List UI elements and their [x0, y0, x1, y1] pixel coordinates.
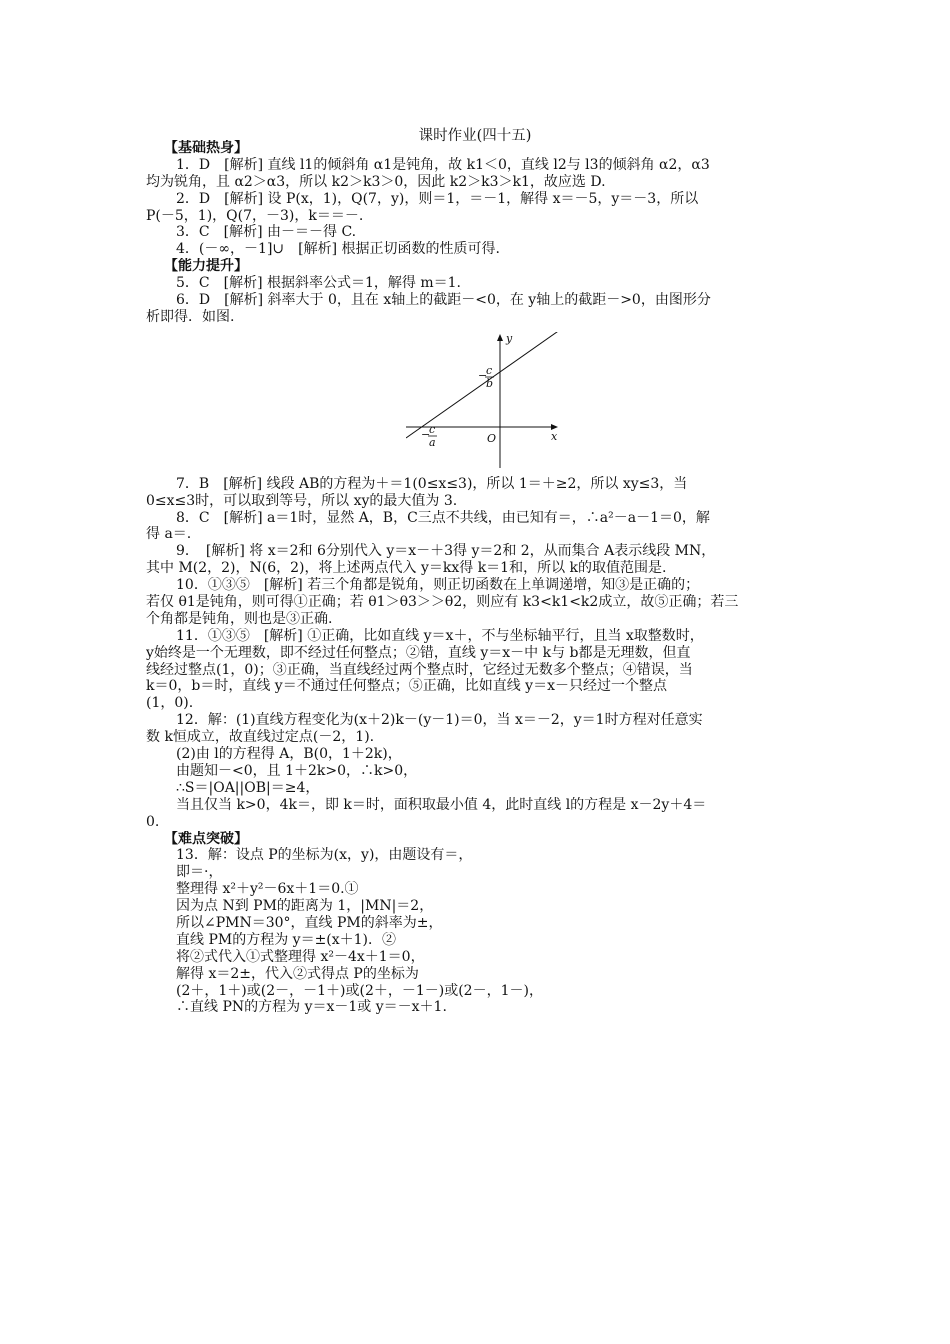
- y-intercept-sign: −: [478, 368, 488, 382]
- text-line: 个角都是钝角，则也是③正确.: [146, 610, 333, 627]
- text-line: 7．B [解析] 线段 AB的方程为＋＝1(0≤x≤3)，所以 1＝＋≥2，所以 xy≤3，当: [176, 475, 688, 492]
- text-line: 13．解：设点 P的坐标为(x，y)，由题设有＝，: [176, 847, 473, 864]
- y-axis-label: y: [506, 331, 513, 345]
- section-heading: 【能力提升】: [164, 258, 248, 275]
- text-line: 若仅 θ1是钝角，则可得①正确；若 θ1＞θ3＞＞θ2，则应有 k3<k1<k2成立，故⑤正确；若三: [146, 594, 739, 611]
- text-line: 4．(－∞，－1]∪ [解析] 根据正切函数的性质可得.: [176, 241, 500, 258]
- section-heading: 【难点突破】: [164, 830, 248, 847]
- text-line: 2．D [解析] 设 P(x，1)，Q(7，y)，则＝1，＝－1，解得 x＝－5，y＝－3，所以: [176, 190, 699, 207]
- text-line: 1．D [解析] 直线 l1的倾斜角 α1是钝角，故 k1＜0，直线 l2与 l3的倾斜角 α2，α3: [176, 156, 710, 173]
- text-line: (2＋，1＋)或(2－，－1＋)或(2＋，－1－)或(2－，1－)，: [176, 982, 543, 999]
- section-heading: 【基础热身】: [164, 140, 248, 156]
- x-intercept-numerator: c: [429, 422, 436, 436]
- text-line: 数 k恒成立，故直线过定点(－2，1).: [146, 729, 375, 746]
- text-line: 8．C [解析] a＝1时，显然 A，B，C三点不共线，由已知有＝，∴a²－a－1＝0，解: [176, 509, 710, 526]
- text-line: 将②式代入①式整理得 x²－4x＋1＝0，: [176, 948, 425, 965]
- text-line: 均为锐角，且 α2＞α3，所以 k2＞k3＞0，因此 k2＞k3＞k1，故应选 D.: [146, 173, 606, 190]
- text-line: 6．D [解析] 斜率大于 0，且在 x轴上的截距－<0，在 y轴上的截距－>0，由图形分: [176, 292, 711, 309]
- text-line: (1，0).: [146, 695, 194, 712]
- text-line: ∴直线 PN的方程为 y＝x－1或 y＝－x＋1.: [176, 999, 447, 1016]
- text-line: (2)由 l的方程得 A，B(0，1＋2k)，: [176, 746, 402, 763]
- text-line: 10．①③⑤ [解析] 若三个角都是锐角，则正切函数在上单调递增，知③是正确的；: [176, 577, 700, 594]
- text-line: 11．①③⑤ [解析] ①正确，比如直线 y＝x＋，不与坐标轴平行，且当 x取整数时，: [176, 627, 704, 644]
- text-line: 解得 x＝2±，代入②式得点 P的坐标为: [176, 965, 419, 982]
- page-title: 课时作业(四十五): [418, 128, 532, 144]
- coordinate-diagram: [406, 332, 586, 470]
- line-graph-figure: [146, 332, 810, 472]
- text-line: y始终是一个无理数，即不经过任何整点；②错，直线 y＝x－中 k与 b都是无理数，但直: [146, 644, 691, 661]
- text-line: 析即得．如图.: [146, 308, 235, 325]
- text-line: 其中 M(2，2)，N(6，2)，将上述两点代入 y＝kx得 k＝1和，所以 k的取值范围是.: [146, 560, 667, 577]
- text-line: 由题知－<0，且 1＋2k>0，∴k>0，: [176, 762, 418, 779]
- text-line: 5．C [解析] 根据斜率公式＝1，解得 m＝1.: [176, 275, 461, 292]
- y-axis-arrow-icon: [497, 334, 503, 341]
- text-line: 得 a＝.: [146, 526, 192, 543]
- y-intercept-numerator: c: [486, 363, 493, 377]
- text-line: 直线 PM的方程为 y＝±(x＋1)．②: [176, 931, 397, 948]
- text-line: 因为点 N到 PM的距离为 1，|MN|＝2，: [176, 898, 434, 915]
- text-line: k＝0，b＝时，直线 y＝不通过任何整点；⑤正确，比如直线 y＝x－只经过一个整点: [146, 678, 667, 695]
- text-line: 0.: [146, 813, 160, 830]
- x-axis-label: x: [551, 429, 558, 443]
- x-intercept-denominator: a: [429, 435, 436, 449]
- text-line: P(－5，1)，Q(7，－3)，k＝＝－.: [146, 207, 364, 224]
- y-intercept-denominator: b: [486, 376, 494, 390]
- answer-content: [146, 140, 810, 1016]
- text-line: ∴S＝|OA||OB|＝≥4，: [176, 779, 320, 796]
- text-line: 3．C [解析] 由－＝－得 C.: [176, 224, 357, 241]
- text-line: 即＝·，: [176, 864, 223, 881]
- text-line: 当且仅当 k>0，4k＝，即 k＝时，面积取最小值 4，此时直线 l的方程是 x－2y＋4＝: [176, 796, 707, 813]
- text-line: 9． [解析] 将 x＝2和 6分别代入 y＝x－＋3得 y＝2和 2，从而集合 A表示线段 MN，: [176, 543, 716, 560]
- text-line: 整理得 x²＋y²－6x＋1＝0.①: [176, 881, 359, 898]
- text-line: 所以∠PMN＝30°，直线 PM的斜率为±，: [176, 914, 443, 931]
- text-line: 线经过整点(1，0)；③正确，当直线经过两个整点时，它经过无数多个整点；④错误，当: [146, 661, 693, 678]
- origin-label: O: [487, 431, 497, 445]
- x-intercept-sign: −: [421, 427, 431, 441]
- text-line: 12．解：(1)直线方程变化为(x＋2)k－(y－1)＝0，当 x＝－2，y＝1时方程对任意实: [176, 712, 703, 729]
- text-line: 0≤x≤3时，可以取到等号，所以 xy的最大值为 3.: [146, 492, 458, 509]
